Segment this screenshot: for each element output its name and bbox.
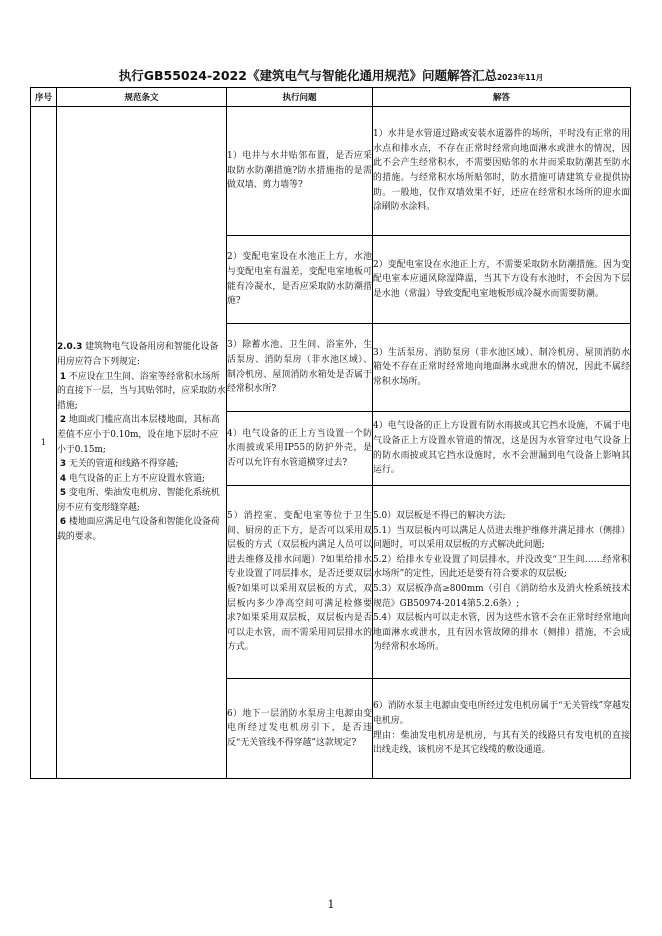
clause-cell [57,107,227,779]
question-cell: 2）变配电室设在水池正上方，水池与变配电室有温差，变配电室地板可能有冷凝水，是否应采取防水防潮措施? [227,236,373,324]
header-answer: 解答 [373,88,631,107]
qa-table [30,87,631,779]
answer-line: 5.3）双层板净高≥800mm（引自《消防给水及消火栓系统技术规范》GB50974-2014第5.2.6条）; [373,584,630,609]
clause-intro-text: 建筑物电气设备用房和智能化设备用房应符合下列规定: [57,342,219,367]
title-date: 2023年11月 [496,73,544,82]
title-main: 执行GB55024-2022《建筑电气与智能化通用规范》问题解答汇总 [118,68,497,83]
answer-line: 5.0）双层板是不得已的解决方法; [373,511,506,522]
answer-line: 5.2）给排水专业设置了同层排水，并没改变“卫生间……经常积水场所”的定性，因此还是要有符合要求的双层板; [373,554,630,580]
question-cell: 3）除蓄水池、卫生间、浴室外，生活泵房、消防泵房（非水池区域）、制冷机房、屋顶消防水箱处是否属于经常积水所? [227,324,373,412]
header-question: 执行问题 [227,88,373,107]
clause-number: 2.0.3 [57,342,83,353]
answer-line: 理由：柴油发电机房是机房，与其有关的线路只有发电机的直接出线走线，该机房不是其它线缆的敷设通道。 [373,730,630,756]
answer-cell: 4）电气设备的正上方设置有防水雨披或其它挡水设施，不属于电气设备正上方设置水管道的情况，这是因为水管穿过电气设备上的防水雨披或其它挡水设施时，水不会泄漏到电气设备上影响其运行。 [373,412,631,486]
clause-item: 3 无关的管道和线路不得穿越; [59,459,179,470]
page-number: 1 [327,898,335,911]
clause-item: 5 变电所、柴油发电机房、智能化系统机房不应有变形缝穿越; [57,488,220,513]
clause-item: 1 不应设在卫生间、浴室等经常积水场所的直接下一层，当与其贴邻时，应采取防水措施; [57,371,226,411]
answer-cell: 2）变配电室设在水池正上方，不需要采取防水防潮措施。因为变配电室本应通风除湿降温，当其下方设有水池时，不会因为下层是水池（常温）导致变配电室地板形成冷凝水而需要防潮。 [373,236,631,324]
answer-line: 5.1）当双层板内可以满足人员进去维护维修并满足排水（侧排）问题时，可以采用双层板的方式解决此问题; [373,525,630,551]
clause-item: 6 楼地面应满足电气设备和智能化设备荷载的要求。 [57,517,220,543]
row-number: 1 [31,107,57,779]
header-index: 序号 [31,88,57,107]
clause-item: 4 电气设备的正上方不应设置水管道; [59,473,205,484]
question-cell: 4）电气设备的正上方当设置一个防水雨披或采用IP55的防护外壳，是否可以允许有水管道横穿过去? [227,412,373,486]
clause-item: 2 地面或门槛应高出本层楼地面，其标高差值不应小于0.10m，设在地下层时不应小于0.15m; [57,415,220,455]
question-cell: 5）消控室、变配电室等位于卫生间、厨房的正下方，是否可以采用双层板的方式（双层板内满足人员可以进去维修及排水问题）?如果给排水专业设置了同层排水，是否还要双层板?如果可以采用双层板的方式，双层板内多少净高空间可满足检修要求?如果采用双层板，双层板内是否可以走水管，而不需采用同层排水的方式。 [227,486,373,679]
answer-cell [373,486,631,679]
table-row [31,107,631,236]
document-title [0,66,662,84]
answer-line: 6）消防水泵主电源由变电所经过发电机房属于“无关管线”穿越发电机房。 [373,701,630,726]
table-header-row [31,88,631,107]
answer-cell [373,679,631,779]
answer-cell: 1）水井是水管道过路或安装水道器件的场所，平时没有正常的用水点和排水点，不存在正常时经常向地面淋水或泄水的情况，因此不会产生经常积水，不需要因贴邻的水井而采取防潮甚至防水的措施。与经常积水场所贴邻时，防水措施可请建筑专业提供协助。一般地，仅作双墙效果不好，还应在经常积水场所的迎水面涂刷防水涂料。 [373,107,631,236]
question-cell: 1）电井与水井贴邻布置，是否应采取防水防潮措施?防水措施指的是需做双墙、剪力墙等? [227,107,373,236]
answer-cell: 3）生活泵房、消防泵房（非水池区域）、制冷机房、屋顶消防水箱处不存在正常时经常地向地面淋水或泄水的情况，因此不属经常积水场所。 [373,324,631,412]
header-clause: 规范条文 [57,88,227,107]
question-cell: 6）地下一层消防水泵房主电源由变电所经过发电机房引下，是否违反“无关管线不得穿越”这款规定? [227,679,373,779]
clause-intro [57,340,226,369]
answer-line: 5.4）双层板内可以走水管，因为这些水管不会在正常时经常地向地面淋水或泄水，且有因水管故障的排水（侧排）措施，不会成为经常积水场所。 [373,613,630,653]
